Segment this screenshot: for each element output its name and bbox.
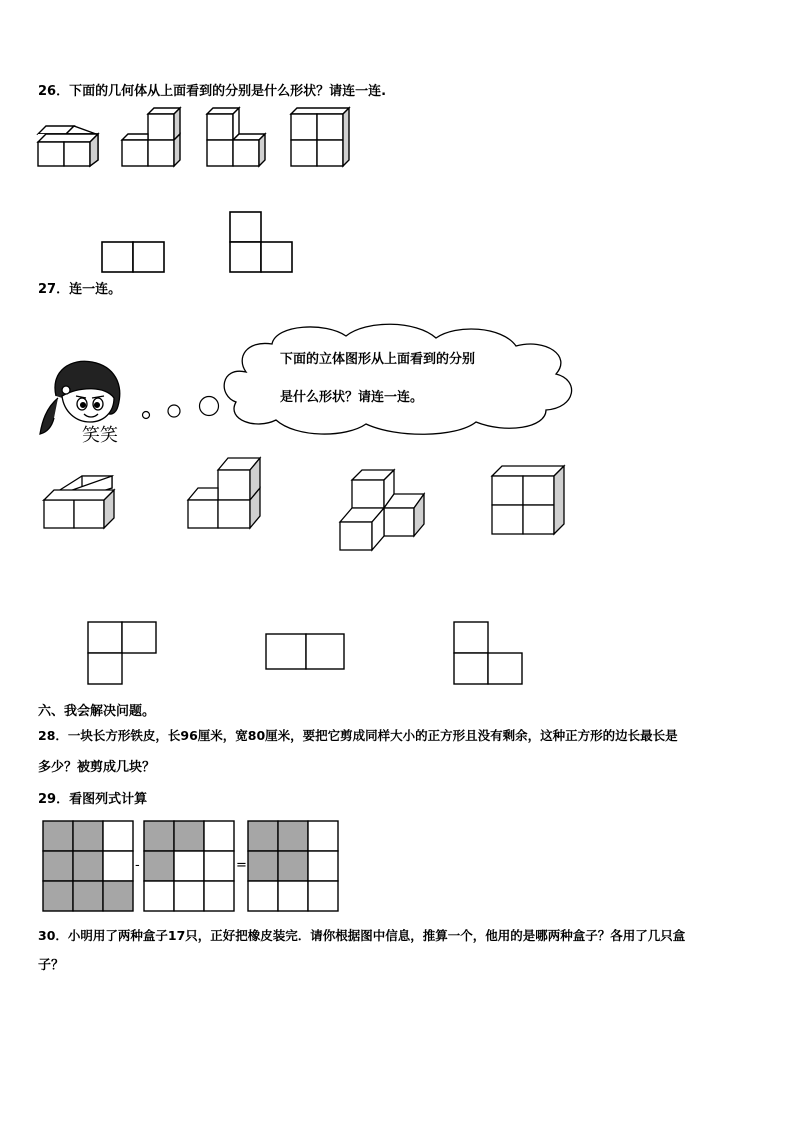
- q27-solid-2: [186, 454, 266, 532]
- thought-dots: [140, 394, 224, 424]
- q29-grid-2: [143, 820, 235, 912]
- q27-solid-4: [490, 464, 570, 538]
- bubble-line-1: 下面的立体图形从上面看到的分别: [280, 352, 476, 367]
- q27-view-1: [86, 620, 158, 686]
- q26-solid-1: [36, 122, 102, 170]
- q26-text: 26．下面的几何体从上面看到的分别是什么形状？请连一连.: [38, 84, 387, 99]
- q27-view-3: [452, 620, 526, 686]
- equals-sign: =: [236, 858, 247, 873]
- q26-solid-3: [205, 104, 271, 170]
- q27-solid-3: [338, 466, 430, 554]
- girl-label: 笑笑: [82, 425, 118, 446]
- bubble-line-2: 是什么形状？请连一连。: [280, 390, 424, 405]
- q26-solid-2: [120, 104, 186, 170]
- q27-solid-1: [42, 474, 122, 532]
- q29-grid-3: [247, 820, 339, 912]
- q26-view-2: [228, 210, 294, 274]
- q29-text: 29．看图列式计算: [38, 792, 148, 807]
- q30-line-1: 30．小明用了两种盒子17只，正好把橡皮装完．请你根据图中信息，推算一个，他用的是哪两种盒子？各用了几只盒: [38, 928, 686, 943]
- section-6-title: 六、我会解决问题。: [38, 704, 156, 719]
- q29-grid-1: [42, 820, 134, 912]
- q26-view-1: [100, 240, 166, 274]
- q28-line-1: 28．一块长方形铁皮，长96厘米，宽80厘米，要把它剪成同样大小的正方形且没有剩余，这种正方形的边长最长是: [38, 728, 678, 743]
- q27-text: 27．连一连。: [38, 282, 122, 297]
- speech-cloud: [216, 320, 582, 438]
- q28-line-2: 多少？被剪成几块？: [38, 760, 156, 775]
- q27-view-2: [264, 632, 348, 672]
- q26-solid-4: [289, 104, 355, 170]
- minus-sign: -: [135, 858, 140, 873]
- q30-line-2: 子？: [38, 958, 65, 973]
